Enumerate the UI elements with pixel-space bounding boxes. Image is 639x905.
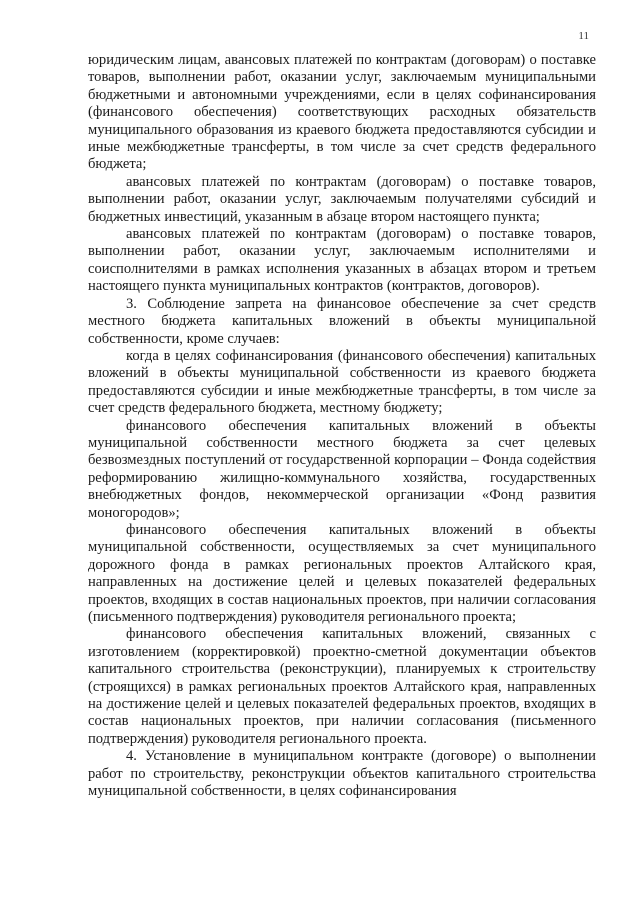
document-body [88, 52, 596, 800]
paragraph: авансовых платежей по контрактам (договорам) о поставке товаров, выполнении работ, оказании услуг, заключаемым исполнителями и соисполнителями в рамках исполнения указанных в абзацах втором и третьем настоящего пункта муниципальных контрактов (контрактов, договоров). [88, 226, 596, 295]
paragraph: авансовых платежей по контрактам (договорам) о поставке товаров, выполнении работ, оказании услуг, заключаемым получателями субсидий и бюджетных инвестиций, указанным в абзаце втором настоящего пункта; [88, 173, 596, 225]
paragraph: финансового обеспечения капитальных вложений, связанных с изготовлением (корректировкой) проектно-сметной документации объектов капитального строительства (реконструкции), планируемых к строительству (строящихся) в рамках региональных проектов Алтайского края, направленных на достижение целей и целевых показателей федеральных проектов, входящих в состав национальных проектов, при наличии согласования (письменного подтверждения) руководителя регионального проекта. [88, 626, 596, 747]
paragraph: финансового обеспечения капитальных вложений в объекты муниципальной собственности, осуществляемых за счет муниципального дорожного фонда в рамках региональных проектов Алтайского края, направленных на достижение целей и целевых показателей федеральных проектов, входящих в состав национальных проектов, при наличии согласования (письменного подтверждения) руководителя регионального проекта; [88, 521, 596, 625]
paragraph-continuation: юридическим лицам, авансовых платежей по контрактам (договорам) о поставке товаров, выполнении работ, оказании услуг, заключаемым муниципальными бюджетными и автономными учреждениями, если в целях софинансирования (финансового обеспечения) соответствующих расходных обязательств муниципального образования из краевого бюджета предоставляются субсидии и иные межбюджетные трансферты, в том числе за счет средств федерального бюджета; [88, 52, 596, 173]
paragraph-item-4: 4. Установление в муниципальном контракте (договоре) о выполнении работ по строительству, реконструкции объектов капитального строительства муниципальной собственности, в целях софинансирования [88, 748, 596, 800]
paragraph: когда в целях софинансирования (финансового обеспечения) капитальных вложений в объекты муниципальной собственности из краевого бюджета предоставляются субсидии и иные межбюджетные трансферты, в том числе за счет средств федерального бюджета, местному бюджету; [88, 347, 596, 417]
paragraph-item-3: 3. Соблюдение запрета на финансовое обеспечение за счет средств местного бюджета капитальных вложений в объекты муниципальной собственности, кроме случаев: [88, 295, 596, 347]
paragraph: финансового обеспечения капитальных вложений в объекты муниципальной собственности местного бюджета за счет целевых безвозмездных поступлений от государственной корпорации – Фонда содействия реформированию жилищно-коммунального хозяйства, государственных внебюджетных фондов, некоммерческой организации «Фонд развития моногородов»; [88, 417, 596, 521]
page-number: 11 [578, 30, 589, 42]
